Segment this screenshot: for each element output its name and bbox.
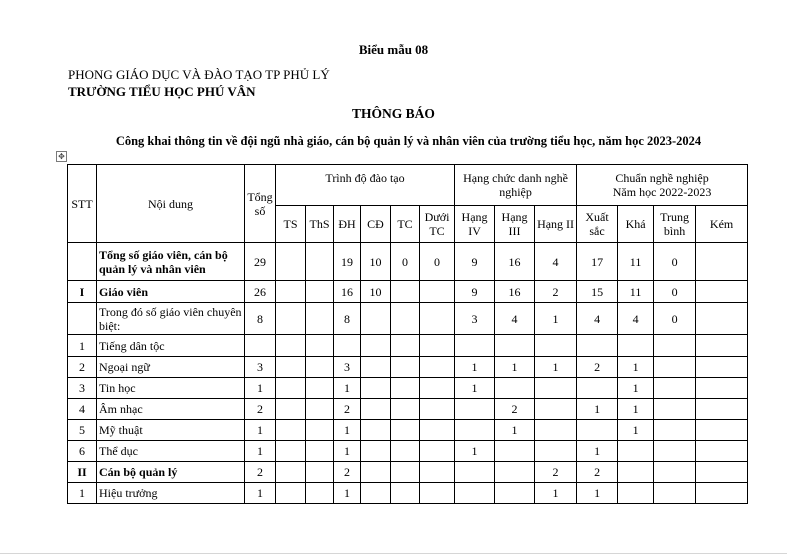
cell-rank-iii [495,378,535,399]
cell-rank-ii [535,335,577,357]
cell-rank-iv [455,483,495,504]
cell-poor [696,357,748,378]
cell-poor [696,281,748,303]
cell-rank-iv: 1 [455,378,495,399]
table-row [68,378,748,399]
cell-average [654,335,696,357]
cell-rank-ii [535,441,577,462]
cell-dh: 16 [334,281,361,303]
cell-stt [68,243,97,281]
cell-ths [306,378,334,399]
header-ts: TS [276,206,306,243]
cell-under-tc [420,281,455,303]
cell-good: 11 [618,243,654,281]
cell-ts [276,399,306,420]
cell-ts [276,378,306,399]
cell-rank-iii: 1 [495,420,535,441]
cell-good: 1 [618,420,654,441]
header-standards-year: Năm học 2022-2023 [612,185,712,199]
header-rank-ii: Hạng II [535,206,577,243]
cell-ths [306,243,334,281]
cell-rank-ii [535,378,577,399]
cell-under-tc [420,378,455,399]
cell-average: 0 [654,281,696,303]
cell-ts [276,462,306,483]
cell-ths [306,281,334,303]
cell-under-tc [420,357,455,378]
cell-good: 4 [618,303,654,335]
cell-dh: 2 [334,462,361,483]
table-row [68,243,748,281]
header-title-rank: Hạng chức danh nghề nghiệp [455,165,577,206]
cell-rank-iv: 1 [455,441,495,462]
cell-excellent: 1 [577,399,618,420]
cell-stt: 1 [68,335,97,357]
table-row [68,357,748,378]
cell-good: 1 [618,399,654,420]
cell-rank-iv [455,335,495,357]
cell-under-tc [420,335,455,357]
cell-rank-iv: 3 [455,303,495,335]
cell-ts [276,303,306,335]
cell-under-tc [420,483,455,504]
cell-average [654,420,696,441]
cell-ts [276,357,306,378]
cell-dh: 3 [334,357,361,378]
cell-cd [361,399,391,420]
header-excellent: Xuất sắc [577,206,618,243]
cell-poor [696,441,748,462]
cell-stt: 2 [68,357,97,378]
cell-average [654,378,696,399]
cell-poor [696,243,748,281]
cell-rank-ii: 2 [535,281,577,303]
cell-cd [361,335,391,357]
cell-dh: 1 [334,483,361,504]
cell-rank-iv: 9 [455,281,495,303]
cell-cd: 10 [361,243,391,281]
cell-tc [391,441,420,462]
cell-ths [306,303,334,335]
cell-total: 1 [245,441,276,462]
cell-under-tc [420,303,455,335]
cell-poor [696,335,748,357]
cell-cd [361,483,391,504]
cell-tc [391,483,420,504]
cell-stt [68,303,97,335]
cell-rank-ii: 2 [535,462,577,483]
cell-content: Giáo viên [97,281,245,303]
cell-stt: II [68,462,97,483]
cell-rank-iii [495,462,535,483]
header-content: Nội dung [97,165,245,243]
cell-dh: 1 [334,378,361,399]
cell-tc [391,357,420,378]
cell-ths [306,357,334,378]
header-standards-label: Chuẩn nghề nghiệp [615,171,709,185]
cell-average: 0 [654,243,696,281]
cell-cd [361,420,391,441]
header-good: Khá [618,206,654,243]
cell-rank-ii: 1 [535,303,577,335]
cell-rank-iv [455,462,495,483]
cell-good: 11 [618,281,654,303]
cell-stt: 1 [68,483,97,504]
cell-under-tc [420,399,455,420]
cell-ts [276,281,306,303]
header-under-tc: Dưới TC [420,206,455,243]
cell-ts [276,243,306,281]
cell-excellent: 1 [577,441,618,462]
cell-content: Ngoại ngữ [97,357,245,378]
header-average: Trung bình [654,206,696,243]
cell-total: 3 [245,357,276,378]
cell-excellent: 15 [577,281,618,303]
cell-rank-iii: 4 [495,303,535,335]
cell-ts [276,483,306,504]
table-move-handle-icon[interactable]: ✥ [56,151,67,162]
cell-stt: 5 [68,420,97,441]
cell-excellent: 1 [577,483,618,504]
cell-excellent: 4 [577,303,618,335]
cell-content: Trong đó số giáo viên chuyên biệt: [97,303,245,335]
cell-content: Tiếng dân tộc [97,335,245,357]
cell-poor [696,378,748,399]
cell-content: Cán bộ quản lý [97,462,245,483]
cell-average [654,441,696,462]
notice-subtitle: Công khai thông tin về đội ngũ nhà giáo, cán bộ quản lý và nhân viên của trường tiểu học, năm học 2023-2024 [115,134,702,148]
header-poor: Kém [696,206,748,243]
cell-excellent: 2 [577,357,618,378]
header-training-level: Trình độ đào tạo [276,165,455,206]
cell-cd [361,441,391,462]
cell-tc [391,462,420,483]
cell-cd [361,378,391,399]
form-number: Biểu mẫu 08 [358,42,429,57]
cell-rank-iii: 16 [495,281,535,303]
cell-excellent: 2 [577,462,618,483]
school-name: TRƯỜNG TIỂU HỌC PHÚ VÂN [68,84,256,99]
cell-under-tc [420,462,455,483]
notice-title: THÔNG BÁO [352,106,435,121]
cell-poor [696,462,748,483]
cell-content: Tin học [97,378,245,399]
cell-rank-iv: 1 [455,357,495,378]
cell-excellent [577,420,618,441]
cell-good [618,335,654,357]
cell-under-tc [420,441,455,462]
table-row [68,303,748,335]
cell-average [654,357,696,378]
table-row [68,335,748,357]
header-ths: ThS [306,206,334,243]
cell-poor [696,483,748,504]
cell-tc [391,335,420,357]
cell-content: Tổng số giáo viên, cán bộ quản lý và nhân viên [97,243,245,281]
table-row [68,462,748,483]
cell-rank-iii: 1 [495,357,535,378]
cell-rank-iii [495,483,535,504]
cell-content: Hiệu trưởng [97,483,245,504]
header-tc: TC [391,206,420,243]
cell-stt: 3 [68,378,97,399]
cell-cd [361,357,391,378]
cell-ths [306,483,334,504]
cell-total [245,335,276,357]
cell-rank-ii: 1 [535,357,577,378]
cell-tc [391,399,420,420]
cell-tc [391,303,420,335]
header-stt: STT [68,165,97,243]
cell-dh: 8 [334,303,361,335]
header-standards [577,165,748,206]
cell-total: 1 [245,420,276,441]
cell-rank-ii: 4 [535,243,577,281]
cell-cd: 10 [361,281,391,303]
cell-average [654,483,696,504]
cell-ths [306,441,334,462]
cell-rank-iv: 9 [455,243,495,281]
cell-stt: 4 [68,399,97,420]
cell-ts [276,335,306,357]
cell-rank-ii [535,420,577,441]
cell-poor [696,399,748,420]
header-cd: CĐ [361,206,391,243]
cell-tc [391,378,420,399]
cell-total: 1 [245,483,276,504]
cell-content: Mỹ thuật [97,420,245,441]
cell-rank-iii: 16 [495,243,535,281]
table-row [68,420,748,441]
header-rank-iv: Hạng IV [455,206,495,243]
cell-total: 2 [245,462,276,483]
cell-poor [696,303,748,335]
cell-dh [334,335,361,357]
cell-dh: 1 [334,441,361,462]
cell-good [618,483,654,504]
table-row [68,399,748,420]
cell-rank-ii: 1 [535,483,577,504]
cell-tc [391,281,420,303]
cell-cd [361,303,391,335]
cell-ths [306,399,334,420]
cell-under-tc: 0 [420,243,455,281]
cell-ths [306,462,334,483]
cell-good: 1 [618,357,654,378]
cell-stt: 6 [68,441,97,462]
cell-excellent: 17 [577,243,618,281]
cell-average: 0 [654,303,696,335]
cell-cd [361,462,391,483]
cell-excellent [577,378,618,399]
cell-rank-iv [455,420,495,441]
cell-dh: 2 [334,399,361,420]
table-body [68,243,748,504]
table-row [68,441,748,462]
department-name: PHONG GIÁO DỤC VÀ ĐÀO TẠO TP PHỦ LÝ [68,67,330,82]
header-total: Tổng số [245,165,276,243]
cell-poor [696,420,748,441]
cell-good [618,462,654,483]
header-dh: ĐH [334,206,361,243]
cell-rank-iii: 2 [495,399,535,420]
table-row [68,281,748,303]
cell-total: 8 [245,303,276,335]
cell-content: Âm nhạc [97,399,245,420]
cell-total: 2 [245,399,276,420]
staff-table [67,164,748,504]
cell-good: 1 [618,378,654,399]
cell-excellent [577,335,618,357]
cell-total: 26 [245,281,276,303]
cell-stt: I [68,281,97,303]
header-rank-iii: Hạng III [495,206,535,243]
cell-rank-iii [495,335,535,357]
cell-average [654,462,696,483]
cell-ts [276,420,306,441]
cell-under-tc [420,420,455,441]
table-row [68,483,748,504]
cell-rank-ii [535,399,577,420]
cell-dh: 1 [334,420,361,441]
cell-tc [391,420,420,441]
cell-total: 1 [245,378,276,399]
cell-good [618,441,654,462]
cell-ths [306,335,334,357]
cell-dh: 19 [334,243,361,281]
cell-average [654,399,696,420]
cell-rank-iii [495,441,535,462]
cell-tc: 0 [391,243,420,281]
cell-total: 29 [245,243,276,281]
cell-ts [276,441,306,462]
cell-ths [306,420,334,441]
cell-content: Thể dục [97,441,245,462]
cell-rank-iv [455,399,495,420]
